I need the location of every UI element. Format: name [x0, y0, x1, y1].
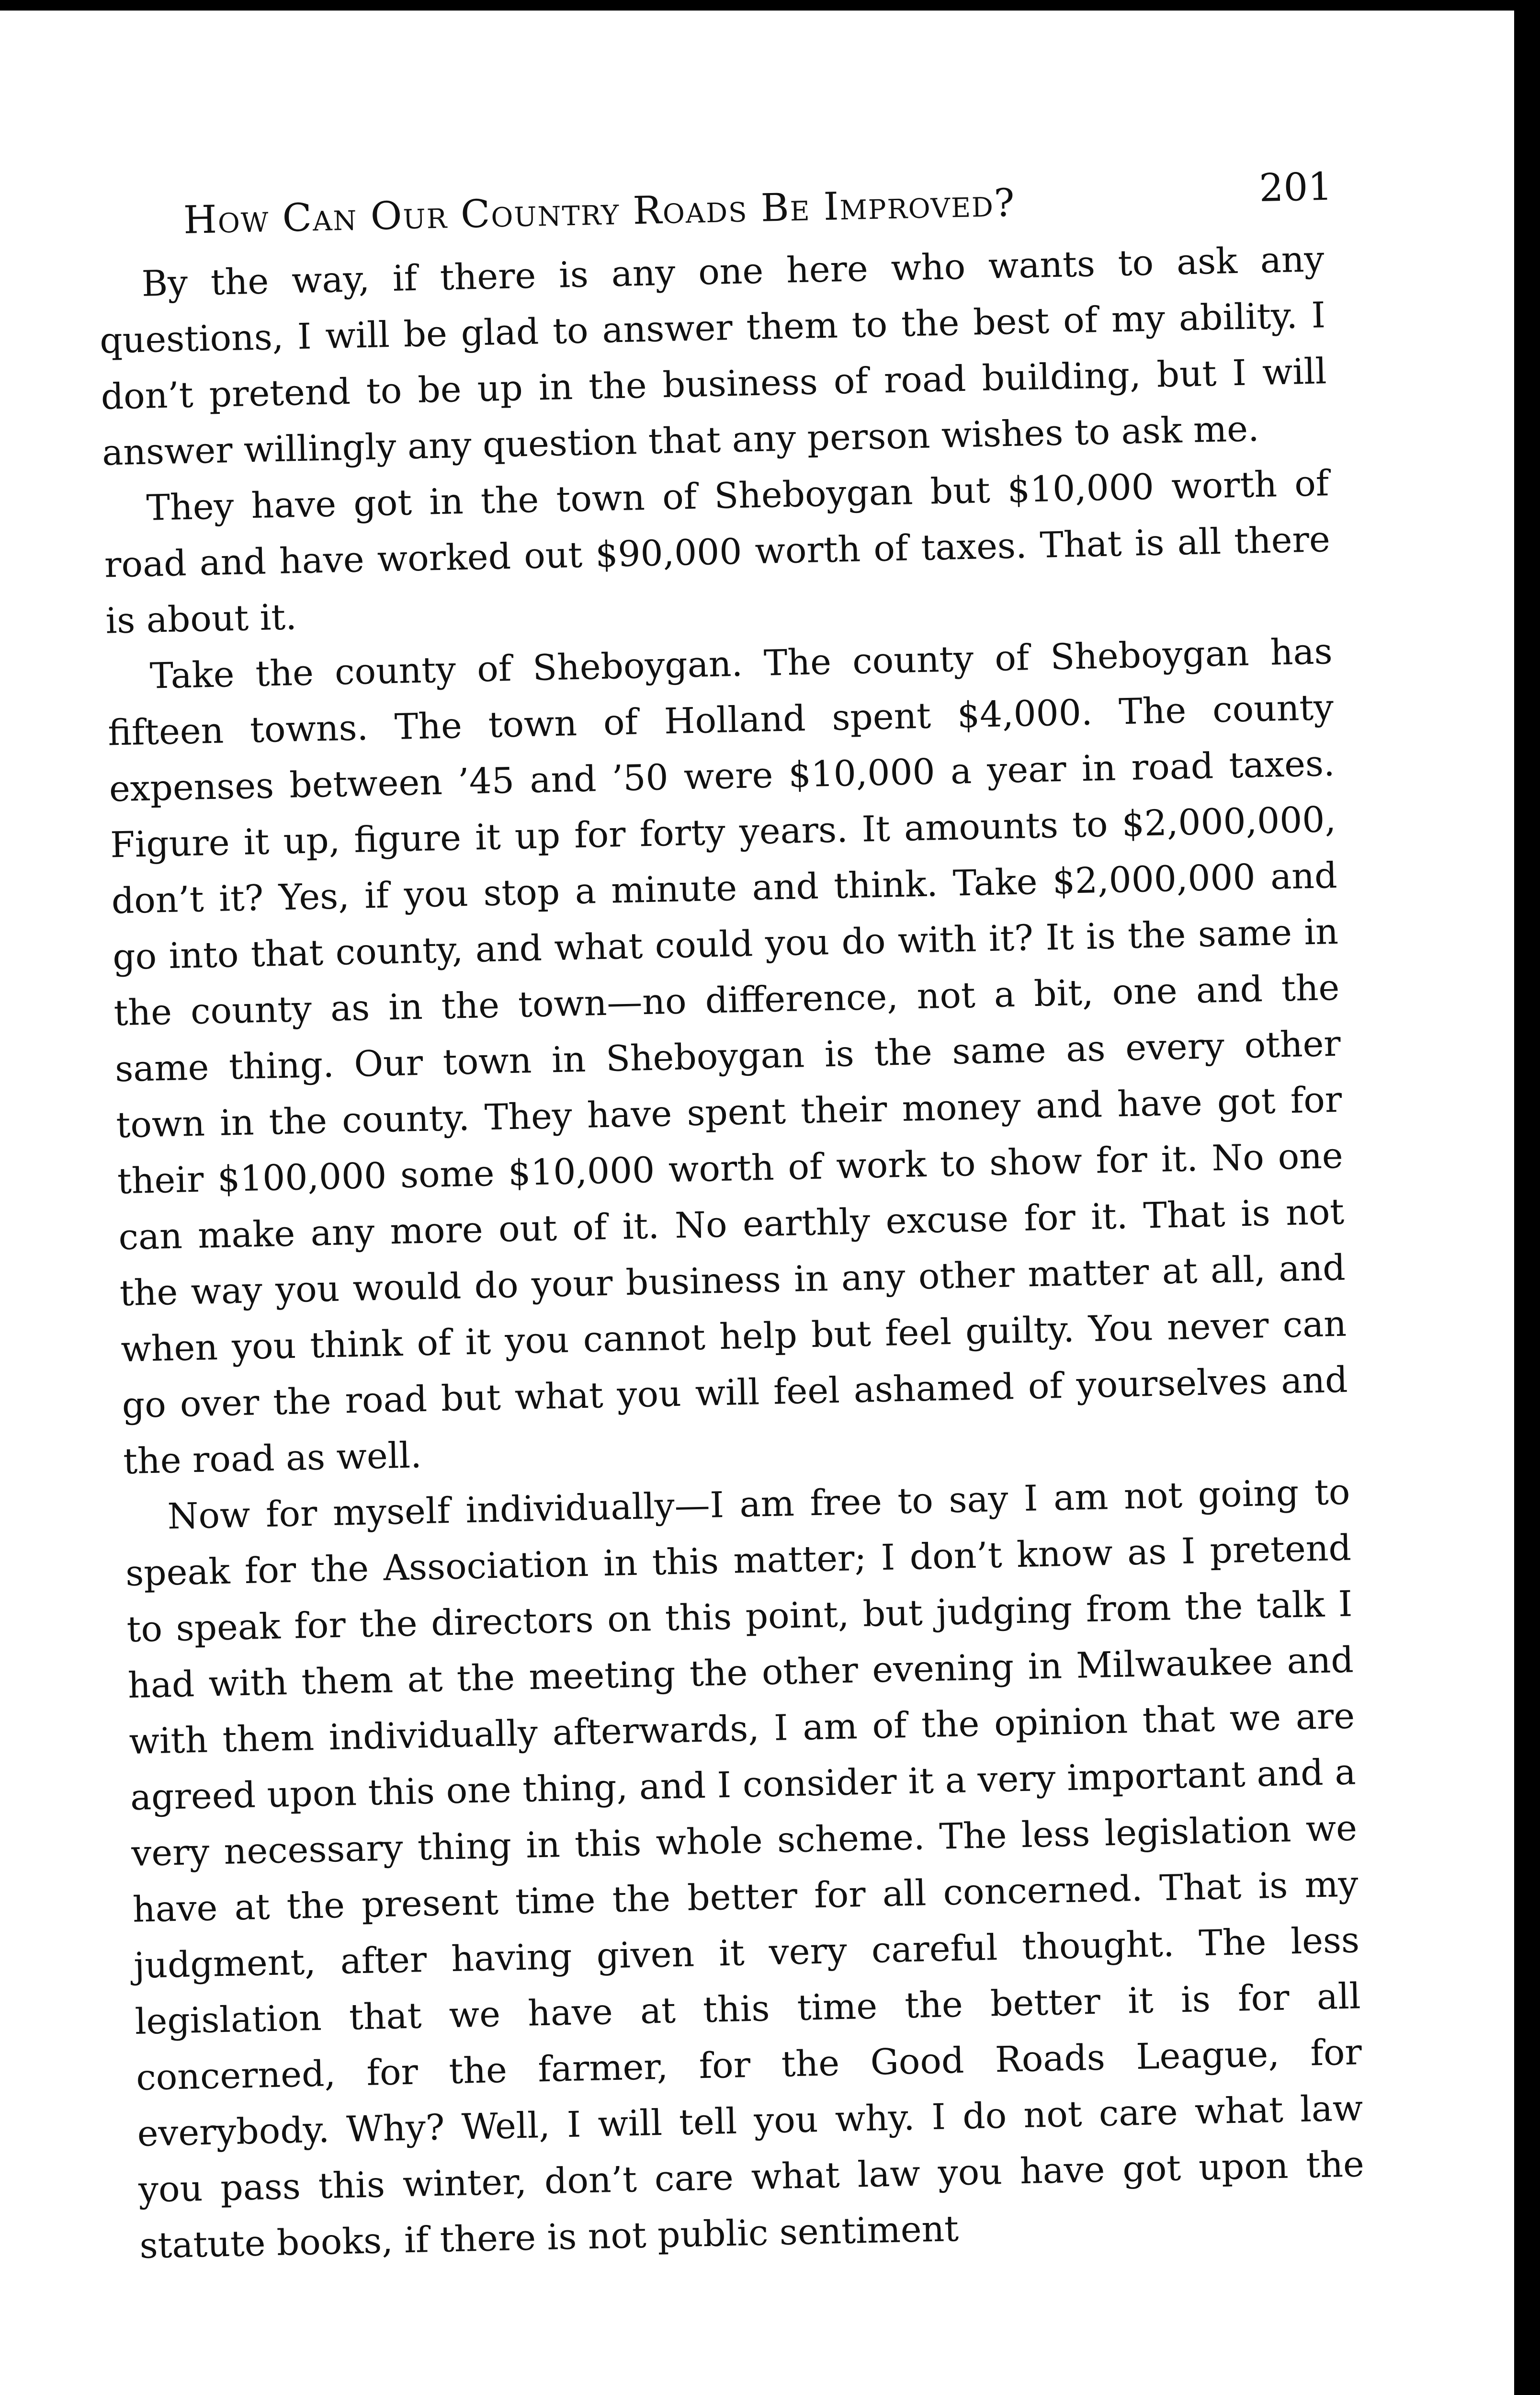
page-number: 201	[1258, 164, 1333, 210]
page-header-title: How Can Our Country Roads Be Improved?	[183, 180, 1016, 242]
body-text	[98, 231, 1366, 2274]
scan-edge-top	[0, 0, 1540, 11]
running-head	[96, 131, 1333, 252]
paragraph: Take the county of Sheboygan. The county of Sheboygan has fifteen towns. The town of Holland spent $4,000. The county expenses between ’45 and ’50 were $10,000 a year in road taxes. Figure it up, figure it up for forty years. It amounts to $2,000,000, don’t it? Yes, if you stop a minute and think. Take $2,000,000 and go into that county, and what could you do with it? It is the same in the county as in the town—no difference, not a bit, one and the same thing. Our town in Sheboygan is the same as every other town in the county. They have spent their money and have got for their $100,000 some $10,000 worth of work to show for it. No one can make any more out of it. No earthly excuse for it. That is not the way you would do your business in any other matter at all, and when you think of it you cannot help but feel guilty. You never can go over the road but what you will feel ashamed of yourselves and the road as well.	[107, 630, 1348, 1483]
scan-edge-right	[1514, 0, 1540, 2395]
paragraph: Now for myself individually—I am free to say I am not going to speak for the Association in this matter; I don’t know as I pretend to speak for the directors on this point, but judging from the talk I had with them at the meeting the other evening in Milwaukee and with them individually afterwards, I am of the opinion that we are agreed upon this one thing, and I consider it a very important and a very necessary thing in this whole scheme. The less legislation we have at the present time the better for all concerned. That is my judgment, after having given it very careful thought. The less legislation that we have at this time the better it is for all concerned, for the farmer, for the Good Roads League, for everybody. Why? Well, I will tell you why. I do not care what law you pass this winter, don’t care what law you have got upon the statute books, if there is not public sentiment	[125, 1471, 1365, 2267]
book-page	[96, 131, 1368, 2395]
paragraph: By the way, if there is any one here who wants to ask any questions, I will be glad to answer them to the best of my ability. I don’t pretend to be up in the business of road building, but I will answer willingly any question that any person wishes to ask me.	[99, 239, 1327, 474]
paragraph: They have got in the town of Sheboygan but $10,000 worth of road and have worked out $90,000 worth of taxes. That is all there is about it.	[104, 463, 1331, 642]
